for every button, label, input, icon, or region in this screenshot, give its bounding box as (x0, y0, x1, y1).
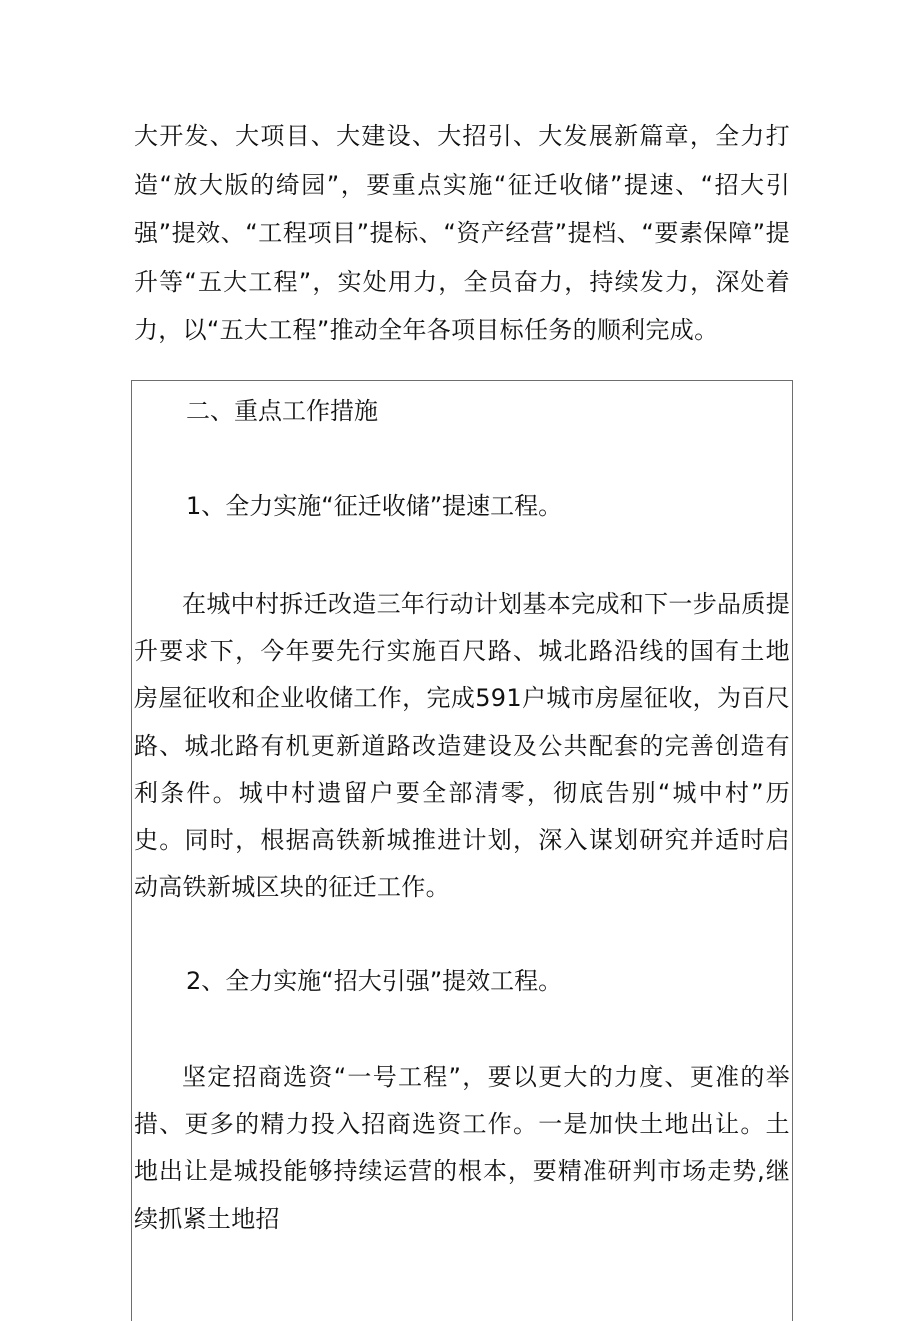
item1-paragraph: 在城中村拆迁改造三年行动计划基本完成和下一步品质提升要求下，今年要先行实施百尺路、城北路沿线的国有土地房屋征收和企业收储工作，完成591户城市房屋征收，为百尺路、城北路有机更新道路改造建设及公共配套的完善创造有利条件。城中村遗留户要全部清零，彻底告别“城中村”历史。同时，根据高铁新城推进计划，深入谋划研究并适时启动高铁新城区块的征迁工作。 (134, 590, 790, 902)
intro-paragraph: 大开发、大项目、大建设、大招引、大发展新篇章，全力打造“放大版的绮园”，要重点实施“征迁收储”提速、“招大引强”提效、“工程项目”提标、“资产经营”提档、“要素保障”提升等“五大工程”，实处用力，全员奋力，持续发力，深处着力，以“五大工程”推动全年各项目标任务的顺利完成。 (134, 122, 790, 344)
section-heading: 二、重点工作措施 (186, 397, 378, 425)
item1-heading: 1、全力实施“征迁收储”提速工程。 (186, 492, 563, 520)
item2-heading: 2、全力实施“招大引强”提效工程。 (186, 967, 563, 995)
item2-paragraph: 坚定招商选资“一号工程”，要以更大的力度、更准的举措、更多的精力投入招商选资工作。一是加快土地出让。土地出让是城投能够持续运营的根本，要精准研判市场走势,继续抓紧土地招 (134, 1063, 790, 1233)
